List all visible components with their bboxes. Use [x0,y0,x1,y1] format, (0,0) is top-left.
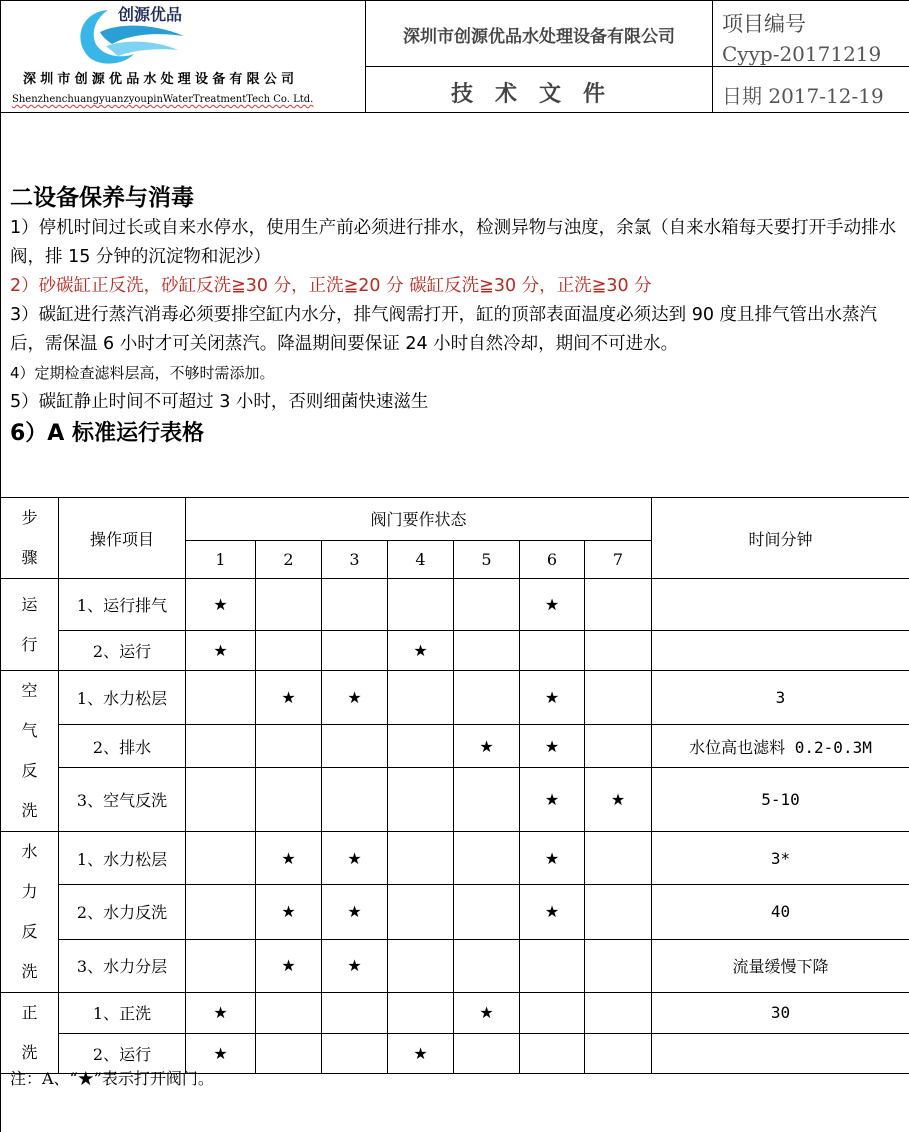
valve-cell [454,768,520,832]
time-minutes: 水位高也滤料 0.2-0.3M [652,725,909,768]
time-minutes: 流量缓慢下降 [652,939,909,992]
valve-cell [322,579,388,631]
project-number-value: Cyyp-20171219 [722,42,882,66]
valve-cell [186,885,256,939]
operation-item: 1、水力松层 [59,671,186,725]
operation-item: 2、水力反洗 [59,885,186,939]
paragraph-3: 3）碳缸进行蒸汽消毒必须要排空缸内水分，排气阀需打开，缸的顶部表面温度必须达到 90 度且排气管出水蒸汽后，需保温 6 小时才可关闭蒸汽。降温期间要保证 24 小时自然冷却，期间不可进水。 [10,305,878,354]
valve-open-star-icon: ★ [520,768,585,832]
valve-cell [520,993,585,1034]
valve-open-star-icon: ★ [256,939,322,992]
valve-cell [388,885,454,939]
step-group-label: 水 力 反 洗 [1,832,59,993]
table-row [1,631,909,671]
header-valves: 阀门要作状态 [186,498,652,541]
valve-cell [256,631,322,671]
operation-item: 1、水力松层 [59,832,186,885]
valve-cell [454,939,520,992]
valve-open-star-icon: ★ [520,832,585,885]
operation-item: 1、正洗 [59,993,186,1034]
table-row [1,671,909,725]
company-name-cn: 深圳市创源优品水处理设备有限公司 [23,72,299,87]
valve-cell [322,768,388,832]
valve-open-star-icon: ★ [388,1033,454,1074]
valve-cell [388,671,454,725]
valve-cell [256,725,322,768]
valve-cell [585,832,652,885]
operation-item: 2、运行 [59,631,186,671]
valve-cell [585,579,652,631]
valve-number-1: 1 [186,540,256,578]
table-row [1,768,909,832]
operation-item: 1、运行排气 [59,579,186,631]
valve-cell [186,725,256,768]
valve-open-star-icon: ★ [256,885,322,939]
table-row [1,993,909,1034]
time-minutes: 5-10 [652,768,909,832]
valve-open-star-icon: ★ [520,671,585,725]
valve-cell [256,579,322,631]
valve-number-5: 5 [454,540,520,578]
valve-open-star-icon: ★ [454,725,520,768]
valve-cell [388,579,454,631]
time-minutes: 3 [652,671,909,725]
valve-number-3: 3 [322,540,388,578]
company-name-en: ShenzhenchuangyuanzyoupinWaterTreatmentTech Co. Ltd. [12,94,314,105]
valve-cell [186,768,256,832]
step-group-label: 空 气 反 洗 [1,671,59,832]
step-group-label: 正 洗 [1,993,59,1074]
brand-name: 创源优品 [118,5,183,24]
operation-item: 3、空气反洗 [59,768,186,832]
paragraph-2-highlight: 正洗≧30 分 [556,276,652,296]
valve-cell [585,939,652,992]
valve-open-star-icon: ★ [388,631,454,671]
valve-open-star-icon: ★ [322,939,388,992]
time-minutes: 3* [652,832,909,885]
header-company-name: 深圳市创源优品水处理设备有限公司 [403,27,675,47]
valve-cell [388,832,454,885]
valve-cell [520,939,585,992]
table-row [1,832,909,885]
valve-number-6: 6 [520,540,585,578]
valve-open-star-icon: ★ [322,885,388,939]
valve-cell [585,671,652,725]
valve-cell [454,671,520,725]
valve-open-star-icon: ★ [186,993,256,1034]
valve-cell [388,725,454,768]
paragraph-2 [10,272,905,301]
valve-cell [186,832,256,885]
valve-number-7: 7 [585,540,652,578]
valve-open-star-icon: ★ [520,725,585,768]
valve-open-star-icon: ★ [454,993,520,1034]
document-type: 技术文件 [450,82,627,107]
table-row [1,939,909,992]
header-time: 时间分钟 [652,498,909,579]
table-row [1,725,909,768]
document-date: 日期 2017-12-19 [722,84,884,108]
valve-cell [256,993,322,1034]
valve-cell [585,885,652,939]
header-operation: 操作项目 [59,498,186,579]
header-step: 步 骤 [1,498,59,579]
operation-item: 3、水力分层 [59,939,186,992]
operation-item: 2、排水 [59,725,186,768]
paragraph-1: 1）停机时间过长或自来水停水，使用生产前必须进行排水，检测异物与浊度，余氯（自来水箱每天要打开手动排水阀，排 15 分钟的沉淀物和泥沙） [10,218,897,267]
document-header [0,0,909,113]
valve-cell [388,768,454,832]
valve-cell [585,725,652,768]
valve-cell [454,1033,520,1074]
step-group-label: 运 行 [1,579,59,671]
valve-number-2: 2 [256,540,322,578]
valve-cell [585,993,652,1034]
valve-cell [322,1033,388,1074]
valve-open-star-icon: ★ [520,579,585,631]
valve-cell [256,1033,322,1074]
time-minutes [652,1033,909,1074]
time-minutes: 40 [652,885,909,939]
paragraph-5: 5）碳缸静止时间不可超过 3 小时，否则细菌快速滋生 [10,392,429,412]
valve-open-star-icon: ★ [322,671,388,725]
paragraph-4: 4）定期检查滤料层高，不够时需添加。 [10,364,275,382]
valve-cell [322,725,388,768]
valve-open-star-icon: ★ [322,832,388,885]
valve-cell [454,885,520,939]
valve-open-star-icon: ★ [585,768,652,832]
valve-cell [322,993,388,1034]
valve-cell [388,993,454,1034]
valve-open-star-icon: ★ [520,885,585,939]
project-number-label: 项目编号 [722,12,806,36]
paragraph-2-main: 2）砂碳缸正反洗，砂缸反洗≧30 分，正洗≧20 分 碳缸反洗≧30 分， [10,276,557,296]
section-title: 二设备保养与消毒 [10,185,194,211]
table-title: 6）A 标准运行表格 [10,421,204,446]
time-minutes [652,631,909,671]
table-row [1,579,909,631]
operation-table [0,497,909,1074]
table-row [1,885,909,939]
valve-open-star-icon: ★ [256,832,322,885]
valve-cell [585,631,652,671]
valve-cell [520,1033,585,1074]
valve-open-star-icon: ★ [186,1033,256,1074]
maintenance-section [10,182,905,451]
valve-open-star-icon: ★ [186,631,256,671]
valve-open-star-icon: ★ [186,579,256,631]
time-minutes [652,579,909,631]
valve-cell [454,631,520,671]
valve-cell [454,579,520,631]
company-logo-block [0,0,365,113]
valve-cell [585,1033,652,1074]
valve-cell [520,631,585,671]
valve-number-4: 4 [388,540,454,578]
valve-cell [454,832,520,885]
operation-item: 2、运行 [59,1033,186,1074]
table-note: 注：A、“★”表示打开阀门。 [10,1069,214,1088]
valve-cell [256,768,322,832]
valve-open-star-icon: ★ [256,671,322,725]
valve-cell [186,939,256,992]
time-minutes: 30 [652,993,909,1034]
valve-cell [322,631,388,671]
valve-cell [186,671,256,725]
valve-cell [388,939,454,992]
